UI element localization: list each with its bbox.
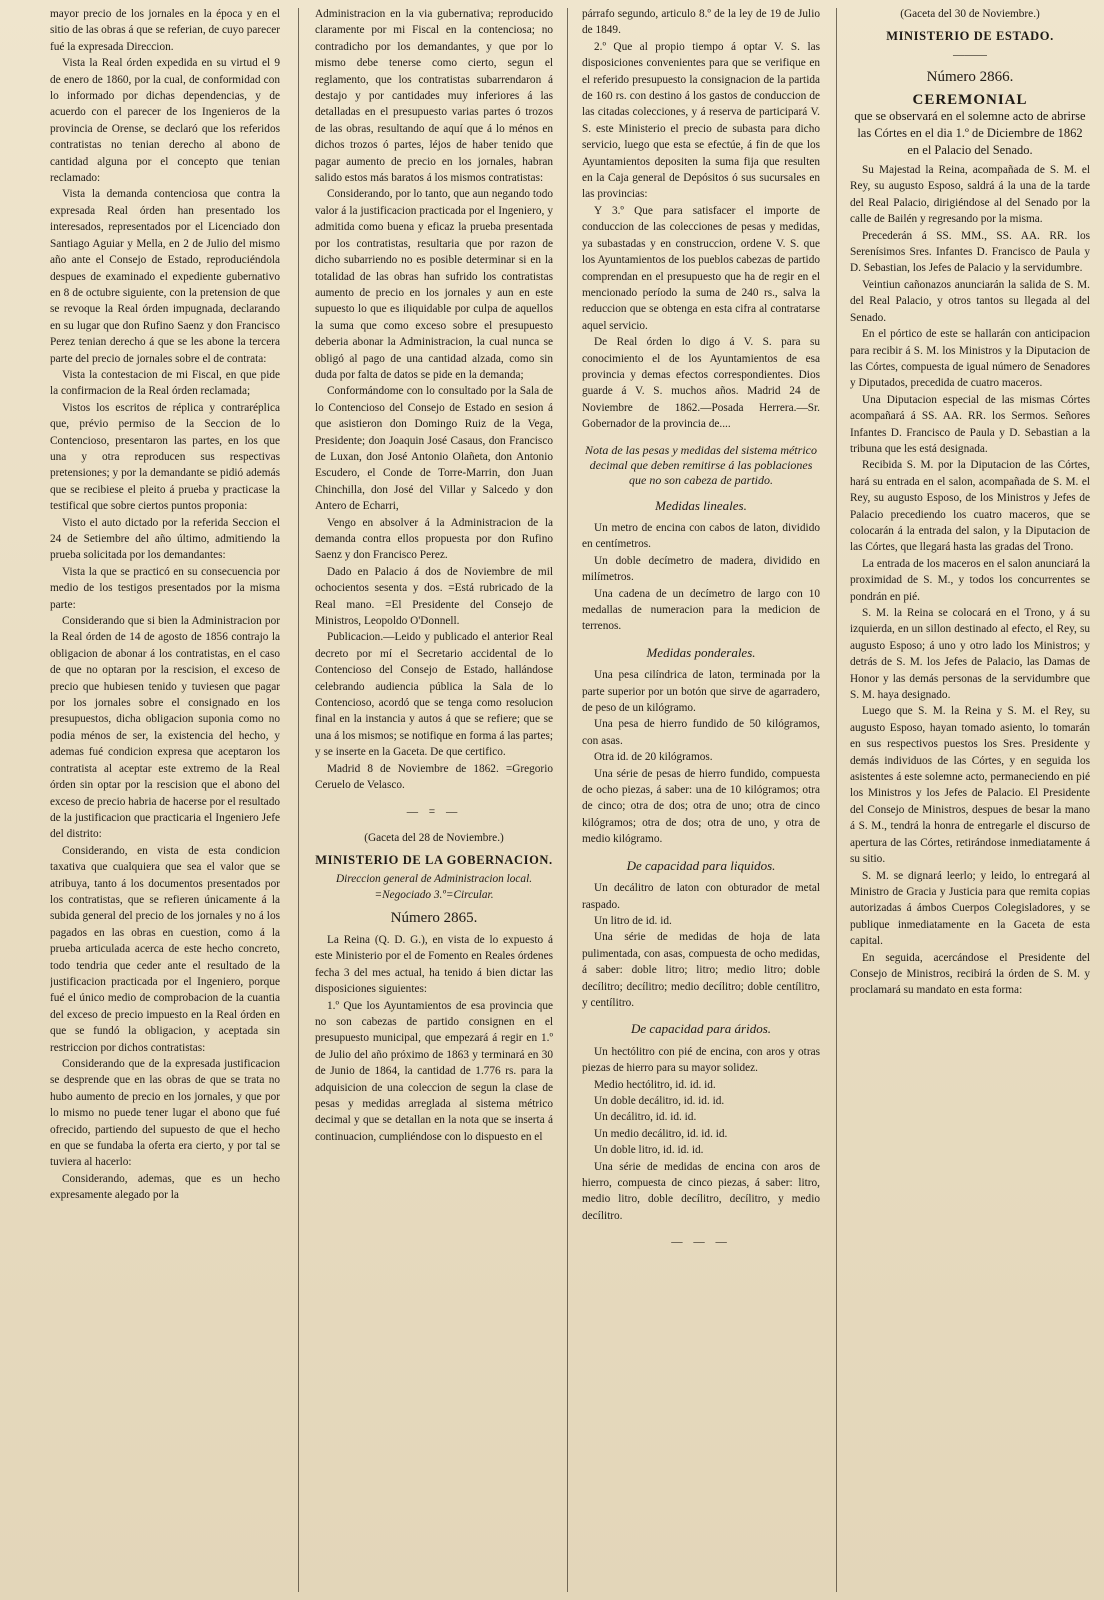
- ceremonial-subtitle: que se observará en el solemne acto de abrirse las Córtes en el dia 1.º de Diciembre de 1862 en el Palacio del Senado.: [854, 109, 1086, 158]
- list-item: Un decálitro de laton con obturador de metal raspado.: [582, 882, 820, 911]
- paragraph: En el pórtico de este se hallarán con anticipacion para recibir á S. M. los Ministros y la Diputacion de las Córtes, compuesta de igual número de Senadores y Diputados, precedida de cuatro maceros.: [850, 328, 1090, 390]
- list-item: Una pesa de hierro fundido de 50 kilógramos, con asas.: [582, 718, 820, 747]
- paragraph: Vistos los escritos de réplica y contraréplica que, prévio permiso de la Seccion de lo Contencioso, presentaron las partes, en los que una y otra reproducen sus respectivas pretensiones; y por la demandante se pidió además que se recibiese el pleito á prueba y practicase la testifical que sobre ciertos puntos proponia:: [50, 401, 280, 513]
- direction-line: Direccion general de Administracion local. =Negociado 3.º=Circular.: [335, 872, 533, 902]
- paragraph: Luego que S. M. la Reina y S. M. el Rey, su augusto Esposo, hayan tomado asiento, lo tomarán en sus respectivos puestos los Sres. Presidente y demás individuos de las Córtes, y en seguida los asistentes á este solemne acto, permaneciendo en pié los Ministros y los Jefes de Palacio. El Presidente del Consejo de Ministros, despues de besar la mano á S. M., tendrá la honra de entregarle el discurso de apertura de las Córtes, retirándose inmediatamente á su sitio.: [850, 705, 1090, 866]
- section-heading: De capacidad para áridos.: [630, 1021, 772, 1037]
- ministry-heading: MINISTERIO DE LA GOBERNACION.: [315, 853, 553, 868]
- column-1: [50, 6, 280, 1594]
- decree-number: Número 2866.: [926, 69, 1014, 86]
- paragraph: Y 3.º Que para satisfacer el importe de conduccion de las colecciones de pesas y medidas, ya subastadas y en construccion, ordene V. S. que los Ayuntamientos de los pueblos cabezas de partido comprendan en el presupuesto que ha de regir en el mencionado período la suma de 240 rs., salva la reduccion que se obtenga en esta cifra al contratarse aquel servicio.: [582, 204, 820, 332]
- paragraph: 2.º Que al propio tiempo á optar V. S. las disposiciones convenientes para que se verifique en el referido presupuesto la consignacion de la partida de 160 rs. con destino á los gastos de conduccion de las citadas colecciones, y á reserva de participará V. S. este Ministerio el precio de subasta para dicho servicio, luego que esta se efectúe, á fin de que los Ayuntamientos depositen la suma fija que resulten en la Caja general de Depósitos ó sus sucursales en las provincias:: [582, 40, 820, 201]
- list-item: Un doble decímetro de madera, dividido en milímetros.: [582, 554, 820, 584]
- paragraph: Vista la que se practicó en su consecuencia por medio de los testigos presentados por la misma parte:: [50, 565, 280, 611]
- paragraph: Vista la demanda contenciosa que contra la expresada Real órden han presentado los interesados, representados por el Licenciado don Santiago Aguiar y Mella, en 2 de Julio del mismo año ante el Consejo de Estado, reproduciéndola despues de examinado el expediente gubernativo en 8 de octubre siguiente, con la pretension de que se revoque la Real órden impugnada, declarando en su lugar que don Rufino Saenz y don Francisco Perez tenian derecho á que se les abone la tercera parte del precio de jornales sobre el de contrata:: [50, 188, 280, 365]
- paragraph: En seguida, acercándose el Presidente del Consejo de Ministros, recibirá la órden de S. M. y proclamará su mandato en esta forma:: [850, 951, 1090, 997]
- paragraph: Considerando que de la expresada justificacion se desprende que en las obras de que se trata no hubo aumento de precio en los jornales, y que por lo mismo no puede tener lugar el abono que fué ofrecido, partiendo del supuesto de que el hecho en que se fundaba la oferta era cierto, y por tal se tuviera al hacerlo:: [50, 1058, 280, 1169]
- paragraph: Vista la Real órden expedida en su virtud el 9 de enero de 1860, por la cual, de conformidad con lo informado por dichas dependencias, y de acuerdo con el parecer de los Ingenieros de la provincia de Orense, se declaró que los referidos contratistas no tenian derecho al abono de cantidad alguna por el concepto que tenian reclamado:: [50, 57, 280, 185]
- column-rule: [298, 8, 299, 1592]
- paragraph: Administracion en la via gubernativa; reproducido claramente por mi Fiscal en la contenciosa; no contradicho por los demandantes, y que por lo mismo debe tenerse como cierto, segun el reglamento, que los contratistas subarrendaron á destajo y por cantidades muy inferiores á las detalladas en el presupuesto varias partes ó trozos de las obras, resultando de aquí que á lo ménos en dichos trozos ó partes, léjos de haber tenido que pagar aumento de precio en los jornales, habran salido estos más baratos á los mismos contratistas:: [315, 8, 553, 185]
- list-item: Un doble litro, id. id. id.: [594, 1144, 704, 1157]
- section-separator: — — —: [671, 1236, 731, 1249]
- paragraph: Conformándome con lo consultado por la Sala de lo Contencioso del Consejo de Estado en sesion á que asistieron don Domingo Ruiz de la Vega, Presidente; don Joaquin José Casaus, don Francisco de Luxan, don José Antonio Olañeta, don Antonio Escudero, el Conde de Torre-Marrin, don Juan Chinchilla, don José del Villar y Salcedo y don Antero de Echarri,: [315, 385, 553, 513]
- paragraph: S. M. la Reina se colocará en el Trono, y á su izquierda, en un sillon destinado al efecto, el Rey, su augusto Esposo; á uno y otro lado los Ministros; y detrás de S. M. los Jefes de Palacio, las Damas de Honor y las demás personas de la servidumbre que S. M. haya designado.: [850, 607, 1090, 702]
- paragraph: Vengo en absolver á la Administracion de la demanda contra ellos propuesta por don Rufino Saenz y don Francisco Perez.: [315, 516, 553, 562]
- list-item: Medio hectólitro, id. id. id.: [594, 1078, 716, 1091]
- paragraph: De Real órden lo digo á V. S. para su conocimiento el de los Ayuntamientos de esa provincia y demas efectos correspondientes. Dios guarde á V. S. muchos años. Madrid 24 de Noviembre de 1862.—Posada Herrera.—Sr. Gobernador de la provincia de....: [582, 336, 820, 431]
- gaceta-date: (Gaceta del 30 de Noviembre.): [900, 8, 1040, 20]
- column-rule: [567, 8, 568, 1592]
- paragraph: Considerando que si bien la Administracion por la Real órden de 14 de agosto de 1856 contrajo la obligacion de abonar á los contratistas, en el caso de que no optaran por la rescision, el exceso de precio que hubiesen tenido y tuviesen que pagar por los jornales sobre el consignado en los presupuestos, dicha obligacion suponia como no podia ménos de ser, la existencia del hecho, y ademas fué condicion expresa que aceptaron los contratista al aceptar este extremo de la Real órden sin optar por la rescision que el abono del exceso de precio habria de hacerse por el resultado de la justificacion que practicaria el Ingeniero Jefe del distrito:: [50, 615, 280, 841]
- paragraph: 1.º Que los Ayuntamientos de esa provincia que no son cabezas de partido consignen en el presupuesto municipal, que empezará á regir en 1.º de Julio del año próximo de 1863 y terminará en 30 de Junio de 1864, la cantidad de 1.776 rs. para la adquisicion de una coleccion de segun la clase de pesas y medidas arreglada al sistema métrico decimal y que se detallan en la nota que se inserta á continuacion, cumpliéndose con lo dispuesto en el: [315, 999, 553, 1143]
- note-heading: Nota de las pesas y medidas del sistema métrico decimal que deben remitirse á las poblaciones que no son cabeza de partido.: [585, 442, 817, 487]
- ceremonial-title: CEREMONIAL: [912, 91, 1028, 108]
- paragraph: Veintiun cañonazos anunciarán la salida de S. M. del Real Palacio, y otros tantos su llegada al del Senado.: [850, 278, 1090, 324]
- paragraph: Vista la contestacion de mi Fiscal, en que pide la confirmacion de la Real órden reclamada;: [50, 368, 280, 398]
- column-rule: [836, 8, 837, 1592]
- paragraph: Su Majestad la Reina, acompañada de S. M. el Rey, su augusto Esposo, saldrá á la una de la tarde del Real Palacio, dirigiéndose al del Senado por la calle de Bailén y regresando por la misma.: [850, 164, 1090, 226]
- column-4: [850, 6, 1090, 1594]
- heading-dash: ———: [953, 48, 987, 61]
- list-item: Un litro de id. id.: [594, 914, 672, 927]
- list-item: Otra id. de 20 kilógramos.: [594, 751, 713, 764]
- section-separator: — = —: [406, 805, 462, 818]
- paragraph: Considerando, en vista de esta condicion taxativa que cualquiera que sea el valor que se atribuya, tanto á los documentos presentados por los contratistas, que se refieren únicamente á la subida general del precio de los jornales y no á los pagados en las obras en cuestion, como á la prueba articulada acerca de este hecho concreto, todo tendria que ceder ante el resultado de la justificacion practicada por el Ingeniero, porque fué el único medio de comprobacion de la cuantia del exceso de precio impuesto en la Real órden en que se fundó la obligacion, y aceptada sin restriccion por dichos contratistas:: [50, 844, 280, 1054]
- decree-number: Número 2865.: [390, 909, 478, 926]
- paragraph: Dado en Palacio á dos de Noviembre de mil ochocientos sesenta y dos. =Está rubricado de la Real mano. =El Presidente del Consejo de Ministros, Leopoldo O'Donnell.: [315, 565, 553, 628]
- list-item: Un metro de encina con cabos de laton, dividido en centímetros.: [582, 521, 820, 551]
- list-item: Un hectólitro con pié de encina, con aros y otras piezas de hierro para su mayor solidez.: [582, 1045, 820, 1075]
- paragraph: Una Diputacion especial de las mismas Córtes acompañará á SS. AA. RR. los Sermos. Señores Infantes D. Francisco de Paula y D. Sebastian a la tribuna que les está designada.: [850, 393, 1090, 455]
- ministry-heading: MINISTERIO DE ESTADO.: [886, 29, 1054, 44]
- list-item: Una série de medidas de encina con aros de hierro, compuesta de cinco piezas, á saber: litro, medio litro, doble decílitro, decílitro, y medio decílitro.: [582, 1160, 820, 1222]
- section-heading: Medidas lineales.: [655, 497, 747, 513]
- paragraph: Recibida S. M. por la Diputacion de las Córtes, hará su entrada en el salon, acompañada de S. M. el Rey, su augusto Esposo, de los Ministros y Jefes de Palacio precediendo los cuatro maceros, que se colocarán á la entrada del salon, y la Diputacion de las Córtes, que llegará hasta las gradas del Trono.: [850, 459, 1090, 554]
- section-heading: Medidas ponderales.: [646, 644, 756, 660]
- column-3: [582, 6, 820, 1594]
- paragraph: párrafo segundo, articulo 8.º de la ley de 19 de Julio de 1849.: [582, 8, 820, 37]
- paragraph: S. M. se dignará leerlo; y leido, lo entregará al Ministro de Gracia y Justicia para que remita copias autorizadas á ámbos Cuerpos Colegisladores, y se publique inmediatamente en la Gaceta de esta capital.: [850, 869, 1090, 948]
- list-item: Un medio decálitro, id. id. id.: [594, 1127, 728, 1140]
- list-item: Una pesa cilíndrica de laton, terminada por la parte superior por un botón que sirve de agarradero, de peso de un kilógramo.: [582, 669, 820, 715]
- list-item: Una série de medidas de hoja de lata pulimentada, con asas, compuesta de ocho medidas, á saber: doble litro; litro; medio litro; doble decílitro; decílitro; medio decílitro; doble centílitro, y centílitro.: [582, 931, 820, 1009]
- gaceta-date: (Gaceta del 28 de Noviembre.): [364, 831, 504, 844]
- paragraph: Considerando, ademas, que es un hecho expresamente alegado por la: [50, 1172, 280, 1202]
- list-item: Un decálitro, id. id. id.: [594, 1111, 697, 1124]
- list-item: Una cadena de un decímetro de largo con 10 medallas de numeracion para la medicion de terrenos.: [582, 587, 820, 633]
- paragraph: La entrada de los maceros en el salon anunciará la proximidad de S. M., y todos los concurrentes se pondrán en pié.: [850, 557, 1090, 603]
- signature-line: Madrid 8 de Noviembre de 1862. =Gregorio Ceruelo de Velasco.: [315, 762, 553, 792]
- section-heading: De capacidad para liquidos.: [626, 857, 776, 873]
- paragraph: Precederán á SS. MM., SS. AA. RR. los Serenísimos Sres. Infantes D. Francisco de Paula y D. Sebastian, los Jefes de Palacio y la servidumbre.: [850, 229, 1090, 275]
- paragraph: Considerando, por lo tanto, que aun negando todo valor á la justificacion practicada por el Ingeniero, y admitida como buena y eficaz la prueba presentada por los contratistas, resultaria que por razon de dicho subarriendo no es posible determinar si en la totalidad de las obras han sufrido los contratistas aumento de precio en los jornales y aun en este supuesto lo que es iliquidable por culpa de aquellos la suma que como exceso sobre el presupuesto deberia abonar la Administracion, la cual nunca se obligó al pago de una cantidad alzada, como sin duda por falta de datos se pide en la demanda;: [315, 188, 553, 381]
- list-item: Un doble decálitro, id. id. id.: [594, 1094, 725, 1107]
- column-2: [315, 6, 553, 1594]
- paragraph: Visto el auto dictado por la referida Seccion el 24 de Setiembre del año último, admitiendo la prueba solicitada por los demandantes:: [50, 516, 280, 562]
- paragraph: La Reina (Q. D. G.), en vista de lo expuesto á este Ministerio por el de Fomento en Reales órdenes fecha 3 del mes actual, ha tenido á bien dictar las disposiciones siguientes:: [315, 933, 553, 996]
- list-item: Una série de pesas de hierro fundido, compuesta de ocho piezas, á saber: una de 10 kilógramos; otra de cinco; otra de dos; otra de uno; otra de cinco kilógramos; otra de dos; otra de uno, y otra de medio kilógramo.: [582, 767, 820, 846]
- paragraph: Publicacion.—Leido y publicado el anterior Real decreto por mí el Secretario accidental de lo Contencioso del Consejo de Estado, hallándose celebrando audiencia pública la Sala de lo Contencioso, acordó que se tenga como resolucion final en la instancia y autos á que se refiere; que se una á los mismos; se notifique en forma á las partes; y se inserte en la Gaceta. De que certifico.: [315, 631, 553, 759]
- paragraph: mayor precio de los jornales en la época y en el sitio de las obras á que se referian, de cuyo parecer fué la expresada Direccion.: [50, 8, 280, 53]
